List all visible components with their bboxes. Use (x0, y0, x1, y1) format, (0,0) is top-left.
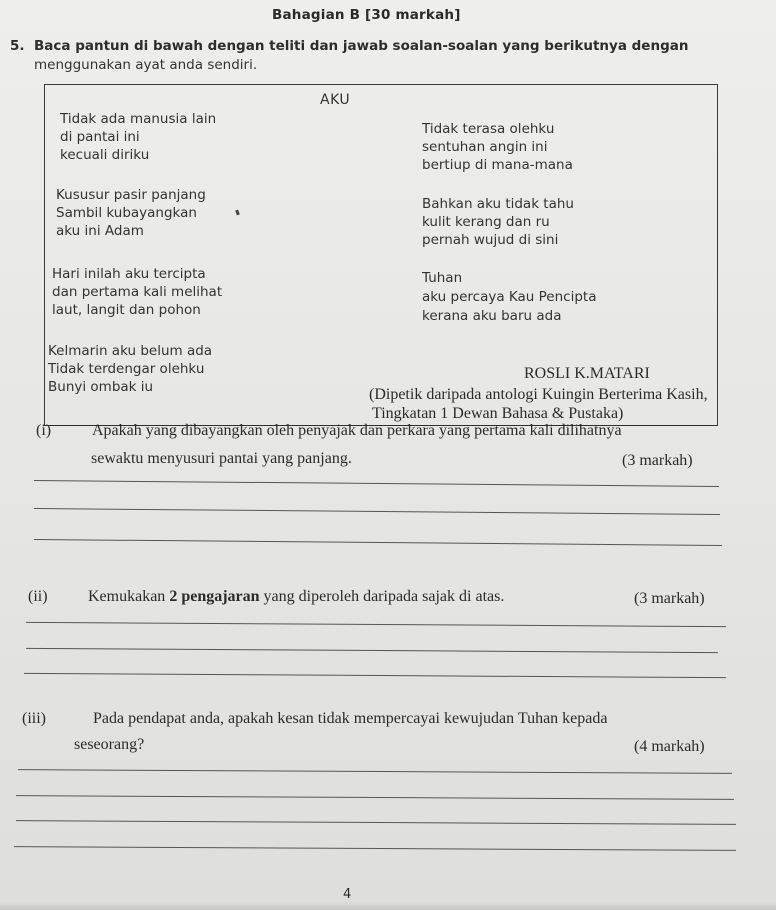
stanza-left-2-line-3: aku ini Adam (56, 223, 144, 239)
question-number: 5. (10, 38, 25, 54)
answer-line[interactable] (34, 480, 719, 487)
stanza-left-4-line-1: Kelmarin aku belum ada (48, 343, 213, 359)
stanza-left-4-line-2: Tidak terdengar olehku (48, 361, 205, 377)
subq-2-label: (ii) (28, 588, 48, 605)
stanza-right-2-line-2: kulit kerang dan ru (422, 214, 550, 230)
stanza-left-3-line-3: laut, langit dan pohon (52, 302, 201, 318)
answer-line[interactable] (16, 820, 736, 825)
poem-title: AKU (320, 92, 351, 108)
subq-3-label: (iii) (22, 710, 46, 727)
subq-3-marks: (4 markah) (634, 738, 705, 755)
section-heading: Bahagian B [30 markah] (272, 7, 461, 23)
subq-1-text-line1: Apakah yang dibayangkan oleh penyajak dan perkara yang pertama kali dilihatnya (92, 422, 622, 439)
stanza-right-1-line-2: sentuhan angin ini (422, 139, 548, 155)
subq-1-label: (i) (36, 422, 52, 439)
answer-line[interactable] (18, 769, 732, 774)
stanza-right-3-line-1: Tuhan (422, 270, 463, 286)
stanza-right-3-line-3: kerana aku baru ada (422, 308, 562, 324)
answer-line[interactable] (16, 795, 734, 800)
stanza-left-1-line-1: Tidak ada manusia lain (60, 111, 217, 127)
answer-line[interactable] (26, 648, 718, 653)
answer-line[interactable] (34, 539, 722, 546)
subq-1-text-line2: sewaktu menyusuri pantai yang panjang. (91, 450, 352, 467)
stanza-right-1-line-1: Tidak terasa olehku (422, 121, 555, 137)
subq-3-text-line2: seseorang? (74, 736, 145, 753)
subq-2-text: Kemukakan 2 pengajaran yang diperoleh daripada sajak di atas. (88, 588, 505, 605)
question-instruction-line2: menggunakan ayat anda sendiri. (34, 57, 258, 73)
answer-line[interactable] (26, 622, 726, 627)
question-instruction-line1: Baca pantun di bawah dengan teliti dan jawab soalan-soalan yang berikutnya dengan (34, 38, 689, 54)
stanza-left-2-line-2: Sambil kubayangkan (56, 205, 197, 221)
stanza-right-3-line-2: aku percaya Kau Pencipta (422, 289, 597, 305)
stanza-left-2-line-1: Kususur pasir panjang (56, 187, 206, 203)
poem-source-line2: Tingkatan 1 Dewan Bahasa & Pustaka) (372, 405, 624, 422)
stanza-left-1-line-3: kecuali diriku (60, 147, 150, 163)
subq-3-text-line1: Pada pendapat anda, apakah kesan tidak mempercayai kewujudan Tuhan kepada (93, 710, 608, 727)
poem-author: ROSLI K.MATARI (524, 365, 650, 382)
answer-line[interactable] (24, 673, 726, 678)
answer-line[interactable] (34, 508, 720, 515)
stanza-left-3-line-1: Hari inilah aku tercipta (52, 266, 206, 282)
subq-2-marks: (3 markah) (634, 590, 705, 607)
poem-source-line1: (Dipetik daripada antologi Kuingin Berterima Kasih, (369, 386, 708, 403)
answer-line[interactable] (14, 846, 736, 851)
stanza-left-4-line-3: Bunyi ombak iu (48, 379, 154, 395)
page-shadow (0, 902, 776, 910)
stanza-right-2-line-1: Bahkan aku tidak tahu (422, 196, 574, 212)
subq-1-marks: (3 markah) (622, 452, 693, 469)
stanza-right-2-line-3: pernah wujud di sini (422, 232, 559, 248)
stanza-left-3-line-2: dan pertama kali melihat (52, 284, 223, 300)
page-number: 4 (343, 887, 352, 902)
stanza-left-1-line-2: di pantai ini (60, 129, 140, 145)
stanza-right-1-line-3: bertiup di mana-mana (422, 157, 573, 173)
